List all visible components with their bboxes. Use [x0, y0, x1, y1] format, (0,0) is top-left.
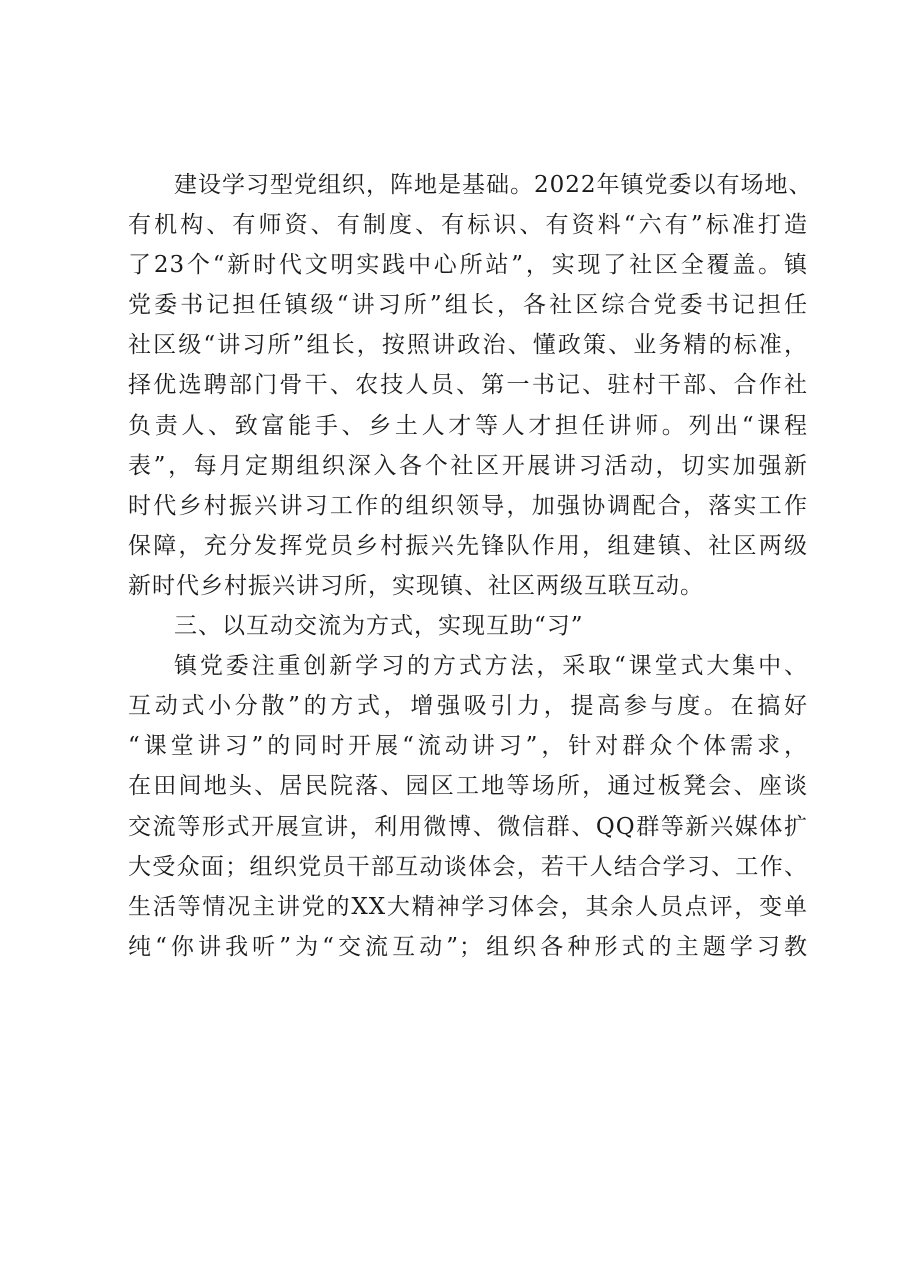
paragraph-line: 建设学习型党组织，阵地是基础。2022年镇党委以有场地、: [174, 172, 813, 198]
paragraph-line: 有机构、有师资、有制度、有标识、有资料“六有”标准打造: [128, 212, 808, 239]
paragraph-line: 表”，每月定期组织深入各个社区开展讲习活动，切实加强新: [128, 452, 808, 479]
paragraph-line: 交流等形式开展宣讲，利用微博、微信群、QQ群等新兴媒体扩: [128, 813, 808, 840]
paragraph-line: 大受众面；组织党员干部互动谈体会，若干人结合学习、工作、: [128, 853, 808, 880]
paragraph-line: 了23个“新时代文明实践中心所站”，实现了社区全覆盖。镇: [128, 252, 808, 279]
paragraph-line: 党委书记担任镇级“讲习所”组长，各社区综合党委书记担任: [128, 292, 808, 319]
paragraph-line: 负责人、致富能手、乡土人才等人才担任讲师。列出“课程: [128, 412, 808, 439]
document-body: [128, 165, 813, 967]
paragraph-line: 时代乡村振兴讲习工作的组织领导，加强协调配合，落实工作: [128, 492, 808, 519]
paragraph-line: 生活等情况主讲党的XX大精神学习体会，其余人员点评，变单: [128, 893, 808, 920]
paragraph-line: 社区级“讲习所”组长，按照讲政治、懂政策、业务精的标准，: [128, 332, 808, 359]
paragraph-line: 镇党委注重创新学习的方式方法，采取“课堂式大集中、: [174, 653, 808, 680]
paragraph-line: 新时代乡村振兴讲习所，实现镇、社区两级互联互动。: [128, 572, 704, 599]
paragraph-line: 保障，充分发挥党员乡村振兴先锋队作用，组建镇、社区两级: [128, 532, 808, 559]
paragraph-line: 择优选聘部门骨干、农技人员、第一书记、驻村干部、合作社: [128, 372, 808, 399]
paragraph-line: “课堂讲习”的同时开展“流动讲习”，针对群众个体需求，: [128, 733, 808, 760]
paragraph-line: 纯“你讲我听”为“交流互动”；组织各种形式的主题学习教: [128, 933, 808, 960]
paragraph-line: 互动式小分散”的方式，增强吸引力，提高参与度。在搞好: [128, 693, 808, 720]
paragraph-line: 在田间地头、居民院落、园区工地等场所，通过板凳会、座谈: [128, 773, 808, 800]
section-heading: 三、以互动交流为方式，实现互助“习”: [174, 613, 584, 640]
